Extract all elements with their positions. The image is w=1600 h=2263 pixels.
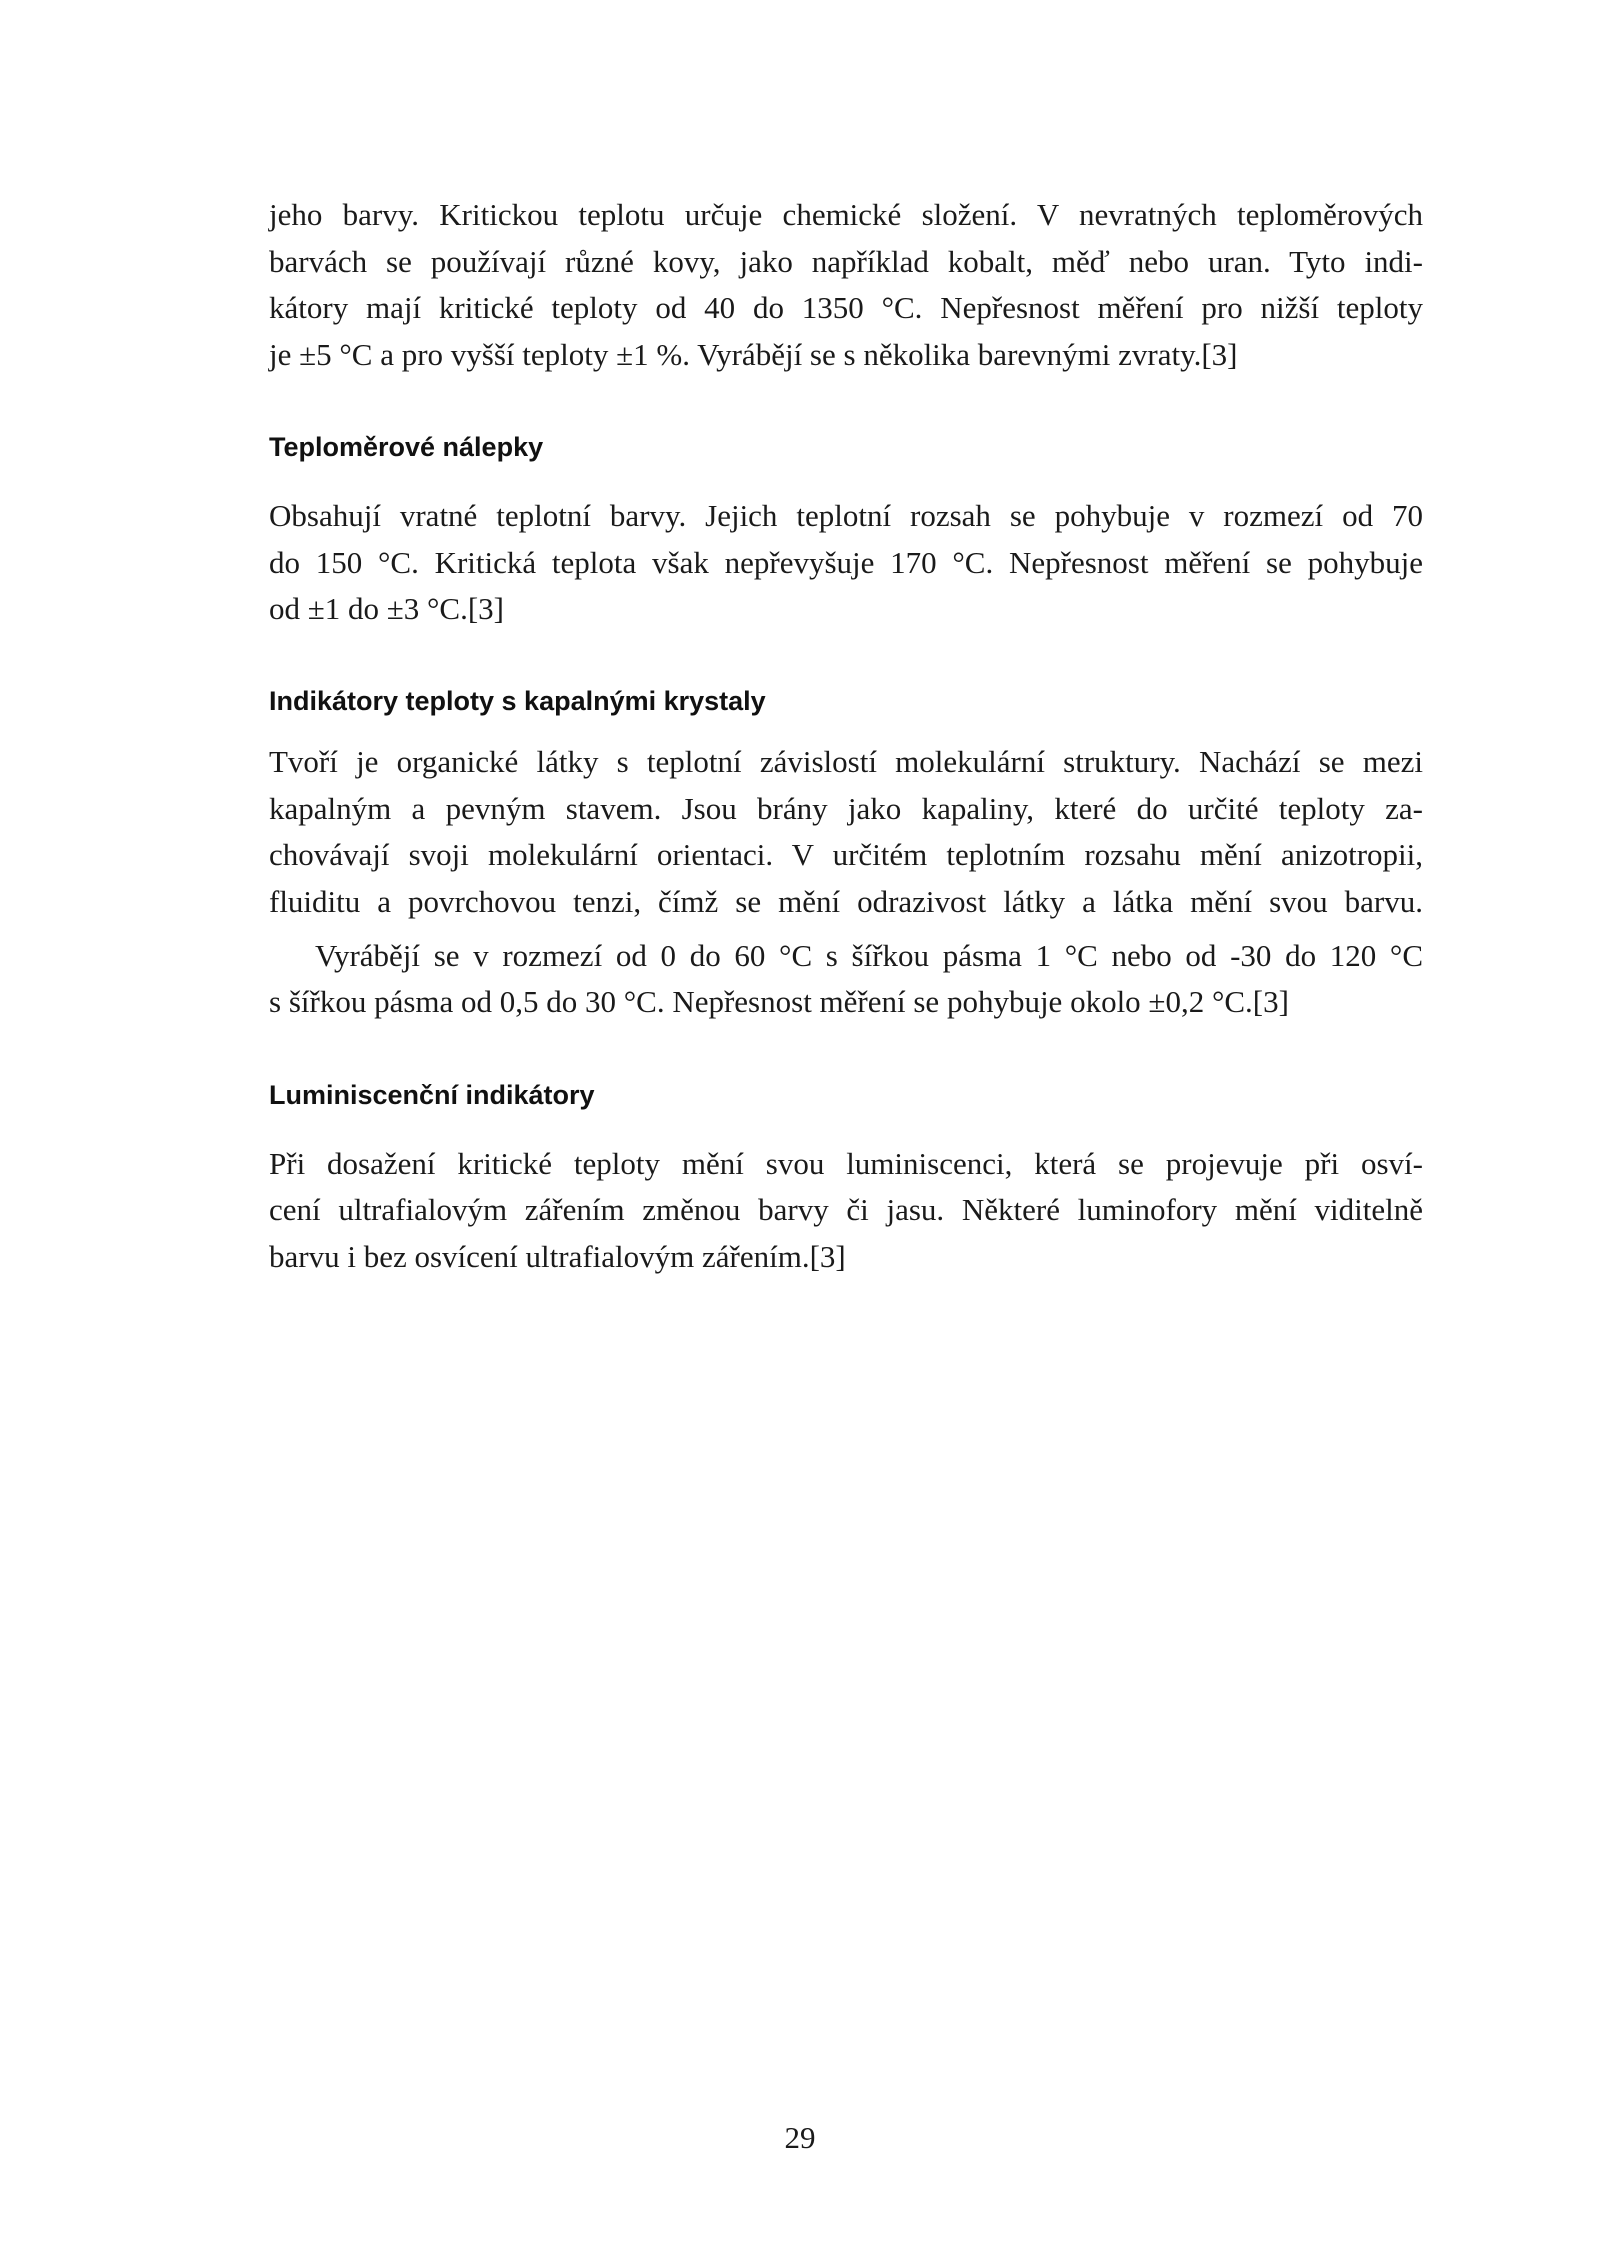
body-text-line: do 150 °C. Kritická teplota však nepřevyšuje 170 °C. Nepřesnost měření se pohybuje <box>269 545 1423 580</box>
body-text-line: chovávají svoji molekulární orientaci. V určitém teplotním rozsahu mění anizotropii, <box>269 837 1423 872</box>
body-text-line: kátory mají kritické teploty od 40 do 1350 °C. Nepřesnost měření pro nižší teploty <box>269 290 1423 325</box>
body-text-line: fluiditu a povrchovou tenzi, čímž se mění odrazivost látky a látka mění svou barvu. <box>269 884 1423 919</box>
section-heading: Indikátory teploty s kapalnými krystaly <box>269 686 766 716</box>
body-text-line: Při dosažení kritické teploty mění svou luminiscenci, která se projevuje při osví- <box>269 1146 1423 1181</box>
body-text-line: Obsahují vratné teplotní barvy. Jejich teplotní rozsah se pohybuje v rozmezí od 70 <box>269 498 1423 533</box>
page-number: 29 <box>784 2120 816 2155</box>
body-text-line: je ±5 °C a pro vyšší teploty ±1 %. Vyrábějí se s několika barevnými zvraty.[3] <box>269 337 1238 372</box>
body-text-line: s šířkou pásma od 0,5 do 30 °C. Nepřesnost měření se pohybuje okolo ±0,2 °C.[3] <box>269 984 1289 1019</box>
body-text-line: jeho barvy. Kritickou teplotu určuje chemické složení. V nevratných teploměrových <box>269 197 1423 232</box>
body-text-line: barvu i bez osvícení ultrafialovým zářením.[3] <box>269 1239 846 1274</box>
body-text-line: kapalným a pevným stavem. Jsou brány jako kapaliny, které do určité teploty za- <box>269 791 1423 826</box>
body-text-line: cení ultrafialovým zářením změnou barvy či jasu. Některé luminofory mění viditelně <box>269 1192 1423 1227</box>
body-text-line: barvách se používají různé kovy, jako například kobalt, měď nebo uran. Tyto indi- <box>269 244 1423 279</box>
body-text-line: od ±1 do ±3 °C.[3] <box>269 591 504 626</box>
section-heading: Luminiscenční indikátory <box>269 1080 595 1110</box>
section-heading: Teploměrové nálepky <box>269 432 544 462</box>
body-text-line: Tvoří je organické látky s teplotní závislostí molekulární struktury. Nachází se mezi <box>269 744 1423 779</box>
body-text-line: Vyrábějí se v rozmezí od 0 do 60 °C s šířkou pásma 1 °C nebo od -30 do 120 °C <box>315 938 1423 973</box>
